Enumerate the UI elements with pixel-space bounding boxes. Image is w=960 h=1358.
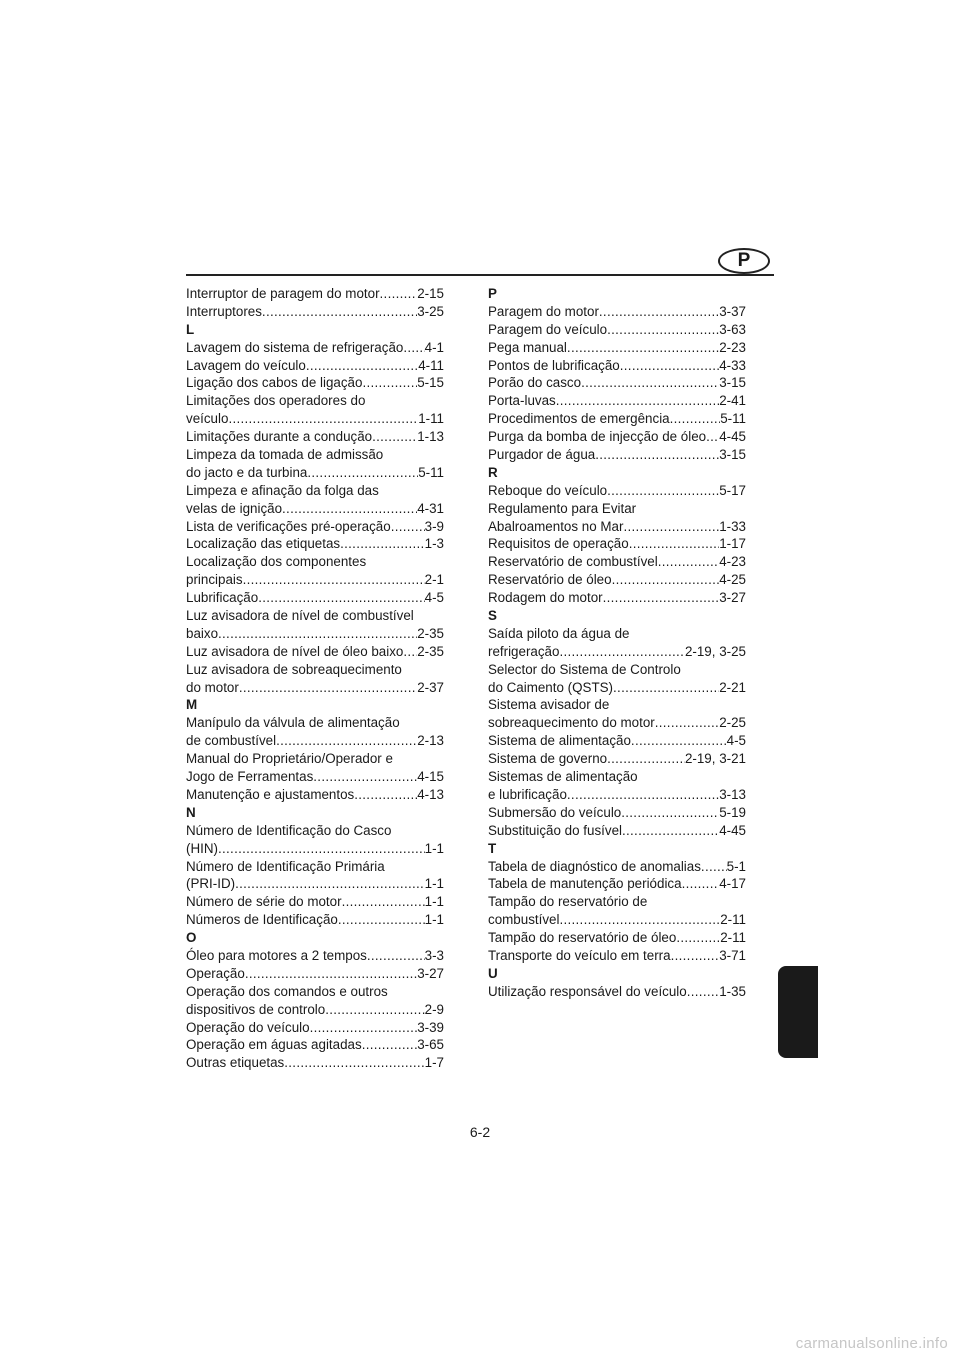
index-entry-page: 5-11 <box>720 411 746 427</box>
index-entry <box>186 410 444 428</box>
index-entry <box>488 750 746 768</box>
index-entry <box>186 1054 444 1072</box>
index-entry <box>488 303 746 321</box>
dot-leader <box>559 911 720 929</box>
index-entry-line: Limitações dos operadores do <box>186 393 366 409</box>
index-entry <box>488 392 746 410</box>
index-entry <box>186 893 444 911</box>
index-entry-title: Limitações durante a condução <box>186 429 373 445</box>
index-entry-title: Lubrificação <box>186 590 259 606</box>
index-entry <box>488 571 746 589</box>
index-entry-line: Número de Identificação Primária <box>186 858 385 874</box>
dot-leader <box>621 804 719 822</box>
index-entry <box>488 410 746 428</box>
index-entry <box>488 535 746 553</box>
index-entry-page: 4-31 <box>417 500 444 516</box>
index-entry <box>186 500 444 518</box>
index-letter-heading: L <box>186 321 195 337</box>
index-entry-title: Substituição do fusível <box>488 822 622 838</box>
index-entry-page: 4-5 <box>726 733 746 749</box>
index-entry-page: 2-37 <box>417 679 444 695</box>
dot-leader <box>595 446 719 464</box>
index-entry <box>186 303 444 321</box>
index-letter-heading: U <box>488 965 498 981</box>
index-entry <box>488 374 746 392</box>
index-entry-page: 1-1 <box>424 912 444 928</box>
index-entry <box>186 732 444 750</box>
index-entry-page: 3-37 <box>719 303 746 319</box>
index-entry-page: 4-33 <box>719 357 746 373</box>
index-entry <box>186 1001 444 1019</box>
index-entry-title: Tampão do reservatório de óleo <box>488 930 677 946</box>
dot-leader <box>567 339 719 357</box>
index-entry-page: 4-23 <box>719 554 746 570</box>
dot-leader <box>372 428 417 446</box>
index-entry-title: Porta-luvas <box>488 393 556 409</box>
dot-leader <box>622 822 719 840</box>
index-entry-page: 2-35 <box>417 643 444 659</box>
index-entry <box>488 804 746 822</box>
index-letter-heading: R <box>488 464 498 480</box>
index-entry-title: Sistema de governo <box>488 751 608 767</box>
dot-leader <box>258 589 424 607</box>
index-entry <box>186 643 444 661</box>
index-entry <box>488 929 746 947</box>
index-entry-title: Lavagem do veículo <box>186 357 306 373</box>
index-entry <box>488 786 746 804</box>
index-entry-page: 5-1 <box>726 858 746 874</box>
index-entry-title: Paragem do motor <box>488 303 599 319</box>
index-entry-title: Manutenção e ajustamentos <box>186 786 355 802</box>
index-entry-title: refrigeração <box>488 643 560 659</box>
index-entry-title: Óleo para motores a 2 tempos <box>186 947 367 963</box>
dot-leader <box>559 643 685 661</box>
dot-leader <box>307 464 418 482</box>
index-entry-title: Purga da bomba de injecção de óleo <box>488 429 707 445</box>
dot-leader <box>313 768 417 786</box>
index-entry-page: 3-71 <box>719 947 746 963</box>
dot-leader <box>391 518 425 536</box>
index-letter-heading: N <box>186 804 196 820</box>
index-entry-page: 3-15 <box>719 447 746 463</box>
dot-leader <box>338 911 425 929</box>
dot-leader <box>228 410 418 428</box>
index-entry <box>488 482 746 500</box>
dot-leader <box>354 786 417 804</box>
index-entry-page: 1-13 <box>417 429 444 445</box>
index-entry-line: Operação dos comandos e outros <box>186 983 388 999</box>
index-entry <box>186 911 444 929</box>
index-entry-page: 2-21 <box>719 679 746 695</box>
index-entry <box>186 518 444 536</box>
index-entry-page: 3-27 <box>719 590 746 606</box>
index-entry-title: dispositivos de controlo <box>186 1001 326 1017</box>
dot-leader <box>306 357 418 375</box>
index-entry-title: Operação em águas agitadas <box>186 1037 362 1053</box>
index-column-left <box>186 285 444 1072</box>
index-entry-page: 1-35 <box>719 983 746 999</box>
dot-leader <box>235 875 425 893</box>
index-entry-page: 2-11 <box>720 912 746 928</box>
index-entry-line: Tampão do reservatório de <box>488 894 648 910</box>
dot-leader <box>243 571 425 589</box>
index-entry-line: Regulamento para Evitar <box>488 500 637 516</box>
dot-leader <box>581 374 719 392</box>
index-entry-title: baixo <box>186 625 219 641</box>
index-entry <box>488 858 746 876</box>
index-entry-line: Luz avisadora de nível de combustível <box>186 608 414 624</box>
dot-leader <box>631 732 727 750</box>
index-entry-page: 3-13 <box>719 786 746 802</box>
index-entry-title: Outras etiquetas <box>186 1055 285 1071</box>
index-letter-heading: T <box>488 840 497 856</box>
index-entry-line: Número de Identificação do Casco <box>186 822 392 838</box>
index-entry-page: 2-13 <box>417 733 444 749</box>
index-entry-line: Sistemas de alimentação <box>488 769 638 785</box>
dot-leader <box>706 428 719 446</box>
watermark: carmanualsonline.info <box>795 1335 948 1352</box>
dot-leader <box>310 1019 418 1037</box>
index-entry-title: veículo <box>186 411 229 427</box>
index-entry <box>488 822 746 840</box>
dot-leader <box>676 929 720 947</box>
index-entry-page: 3-39 <box>417 1019 444 1035</box>
index-entry-page: 2-9 <box>424 1001 444 1017</box>
dot-leader <box>239 679 417 697</box>
index-entry-title: Rodagem do motor <box>488 590 603 606</box>
index-entry <box>186 1036 444 1054</box>
dot-leader <box>607 750 685 768</box>
dot-leader <box>262 303 417 321</box>
index-entry-page: 1-11 <box>418 411 444 427</box>
index-entry-page: 5-15 <box>417 375 444 391</box>
dot-leader <box>362 374 417 392</box>
index-entry-title: (HIN) <box>186 840 218 856</box>
index-entry-title: e lubrificação <box>488 786 567 802</box>
index-entry-title: Porão do casco <box>488 375 582 391</box>
dot-leader <box>607 482 719 500</box>
index-entry-title: (PRI-ID) <box>186 876 236 892</box>
dot-leader <box>218 625 417 643</box>
index-entry-page: 1-17 <box>719 536 746 552</box>
index-letter-heading: M <box>186 697 198 713</box>
index-entry-title: Requisitos de operação <box>488 536 629 552</box>
index-entry-title: sobreaquecimento do motor <box>488 715 655 731</box>
index-entry <box>488 875 746 893</box>
index-entry-page: 3-15 <box>719 375 746 391</box>
index-entry-title: Utilização responsável do veículo <box>488 983 687 999</box>
index-entry-line: Sistema avisador de <box>488 697 610 713</box>
index-entry <box>186 357 444 375</box>
index-entry-page: 4-15 <box>417 769 444 785</box>
index-entry-page: 3-3 <box>424 947 444 963</box>
index-entry-title: Tabela de diagnóstico de anomalias <box>488 858 701 874</box>
index-entry-page: 4-25 <box>719 572 746 588</box>
dot-leader <box>556 392 719 410</box>
index-entry-line: Saída piloto da água de <box>488 625 630 641</box>
dot-leader <box>282 500 417 518</box>
index-entry-title: Número de série do motor <box>186 894 342 910</box>
index-entry-page: 5-19 <box>719 804 746 820</box>
index-entry-page: 2-23 <box>719 339 746 355</box>
dot-leader <box>655 714 719 732</box>
index-entry-line: Luz avisadora de sobreaquecimento <box>186 661 402 677</box>
index-entry-title: Transporte do veículo em terra <box>488 947 671 963</box>
dot-leader <box>362 1036 418 1054</box>
dot-leader <box>567 786 719 804</box>
index-entry <box>488 714 746 732</box>
index-entry <box>488 446 746 464</box>
index-entry <box>186 840 444 858</box>
index-entry-line: Limpeza da tomada de admissão <box>186 447 384 463</box>
index-entry-page: 2-19, 3-21 <box>684 751 746 767</box>
index-entry-page: 2-1 <box>424 572 444 588</box>
index-entry <box>186 374 444 392</box>
index-entry-page: 4-11 <box>418 357 444 373</box>
index-entry <box>186 679 444 697</box>
index-entry-title: Procedimentos de emergência <box>488 411 670 427</box>
index-entry <box>488 357 746 375</box>
index-entry <box>488 983 746 1001</box>
index-entry-page: 2-19, 3-25 <box>684 643 746 659</box>
dot-leader <box>687 983 719 1001</box>
index-entry-page: 4-13 <box>417 786 444 802</box>
index-entry <box>186 625 444 643</box>
index-letter-heading: O <box>186 930 197 946</box>
index-entry <box>488 428 746 446</box>
index-entry <box>488 643 746 661</box>
index-entry <box>186 965 444 983</box>
index-entry-page: 3-65 <box>417 1037 444 1053</box>
page-number: 6-2 <box>469 1124 491 1140</box>
index-entry-title: Números de Identificação <box>186 912 338 928</box>
index-entry-title: Sistema de alimentação <box>488 733 631 749</box>
index-entry-title: Paragem do veículo <box>488 321 608 337</box>
index-entry-title: Abalroamentos no Mar <box>488 518 624 534</box>
index-entry-page: 1-1 <box>424 894 444 910</box>
index-entry-page: 2-15 <box>417 286 444 301</box>
dot-leader <box>603 589 720 607</box>
dot-leader <box>658 553 719 571</box>
index-entry-title: Jogo de Ferramentas <box>186 769 314 785</box>
index-entry-page: 1-7 <box>424 1055 444 1071</box>
index-entry-title: Luz avisadora de nível de óleo baixo <box>186 643 404 659</box>
index-entry-page: 4-5 <box>424 590 444 606</box>
section-tab-marker <box>778 966 818 1058</box>
index-entry-title: principais <box>186 572 243 588</box>
index-entry-title: Reboque do veículo <box>488 482 608 498</box>
dot-leader <box>613 679 719 697</box>
index-entry-page: 2-35 <box>417 625 444 641</box>
index-entry-title: de combustível <box>186 733 277 749</box>
index-entry-page: 3-63 <box>719 321 746 337</box>
index-entry-page: 4-45 <box>719 429 746 445</box>
dot-leader <box>340 535 425 553</box>
index-entry <box>186 1019 444 1037</box>
index-entry-title: Lavagem do sistema de refrigeração <box>186 339 404 355</box>
dot-leader <box>612 571 720 589</box>
index-entry-page: 2-25 <box>719 715 746 731</box>
dot-leader <box>671 947 720 965</box>
index-entry <box>186 535 444 553</box>
index-entry-line: Manual do Proprietário/Operador e <box>186 751 393 767</box>
index-entry-title: Purgador de água <box>488 447 596 463</box>
index-entry <box>488 339 746 357</box>
index-entry <box>488 321 746 339</box>
dot-leader <box>682 875 720 893</box>
index-entry-title: Interruptor de paragem do motor <box>186 286 380 301</box>
index-entry <box>186 428 444 446</box>
dot-leader <box>380 285 418 303</box>
index-entry-page: 1-33 <box>719 518 746 534</box>
dot-leader <box>367 947 425 965</box>
index-entry-title: Operação <box>186 965 245 981</box>
dot-leader <box>623 518 719 536</box>
index-entry-title: do motor <box>186 679 239 695</box>
index-entry <box>488 589 746 607</box>
dot-leader <box>670 410 721 428</box>
index-entry-title: combustível <box>488 912 560 928</box>
index-entry-title: Operação do veículo <box>186 1019 310 1035</box>
dot-leader <box>403 339 424 357</box>
index-entry-title: Tabela de manutenção periódica <box>488 876 682 892</box>
index-entry-page: 4-17 <box>719 876 746 892</box>
index-letter-heading: P <box>488 286 497 301</box>
index-entry-line: Manípulo da válvula de alimentação <box>186 715 400 731</box>
index-entry <box>186 339 444 357</box>
index-entry <box>488 732 746 750</box>
index-entry-page: 4-1 <box>424 339 444 355</box>
index-entry <box>488 518 746 536</box>
index-entry <box>186 875 444 893</box>
dot-leader <box>599 303 719 321</box>
index-entry <box>186 285 444 303</box>
index-entry-title: Interruptores <box>186 303 262 319</box>
index-entry <box>186 768 444 786</box>
index-entry-page: 3-25 <box>417 303 444 319</box>
index-entry-title: Lista de verificações pré-operação <box>186 518 391 534</box>
index-entry-title: Localização das etiquetas <box>186 536 341 552</box>
index-entry-page: 4-45 <box>719 822 746 838</box>
index-entry <box>488 679 746 697</box>
dot-leader <box>276 732 417 750</box>
index-letter-heading: S <box>488 608 497 624</box>
index-entry <box>186 786 444 804</box>
index-entry <box>488 911 746 929</box>
header-rule <box>186 274 774 276</box>
dot-leader <box>701 858 727 876</box>
index-entry-line: Selector do Sistema de Controlo <box>488 661 681 677</box>
index-entry-page: 5-11 <box>418 464 444 480</box>
index-entry-page: 5-17 <box>719 482 746 498</box>
language-badge: P <box>718 248 770 274</box>
index-entry-title: Submersão do veículo <box>488 804 622 820</box>
index-entry-title: Reservatório de combustível <box>488 554 658 570</box>
index-entry-page: 2-11 <box>720 930 746 946</box>
index-entry <box>186 947 444 965</box>
dot-leader <box>607 321 719 339</box>
dot-leader <box>245 965 417 983</box>
index-entry <box>186 589 444 607</box>
index-column-right <box>488 285 746 1001</box>
dot-leader <box>284 1054 424 1072</box>
dot-leader <box>342 893 425 911</box>
index-entry-page: 1-1 <box>424 840 444 856</box>
index-entry-line: Limpeza e afinação da folga das <box>186 482 379 498</box>
index-entry-page: 1-3 <box>424 536 444 552</box>
dot-leader <box>325 1001 424 1019</box>
index-entry <box>488 947 746 965</box>
dot-leader <box>218 840 425 858</box>
index-entry-title: velas de ignição <box>186 500 283 516</box>
dot-leader <box>629 535 719 553</box>
index-entry-page: 1-1 <box>424 876 444 892</box>
index-entry-line: Localização dos componentes <box>186 554 367 570</box>
index-entry-page: 3-9 <box>424 518 444 534</box>
index-entry-title: Ligação dos cabos de ligação <box>186 375 363 391</box>
index-entry-page: 3-27 <box>417 965 444 981</box>
index-entry <box>186 464 444 482</box>
index-entry-title: do jacto e da turbina <box>186 464 308 480</box>
index-entry-title: Reservatório de óleo <box>488 572 612 588</box>
dot-leader <box>620 357 719 375</box>
index-entry <box>488 553 746 571</box>
index-entry-title: Pontos de lubrificação <box>488 357 620 373</box>
index-entry <box>186 571 444 589</box>
dot-leader <box>403 643 417 661</box>
index-entry-title: do Caimento (QSTS) <box>488 679 614 695</box>
index-entry-title: Pega manual <box>488 339 567 355</box>
index-entry-page: 2-41 <box>719 393 746 409</box>
